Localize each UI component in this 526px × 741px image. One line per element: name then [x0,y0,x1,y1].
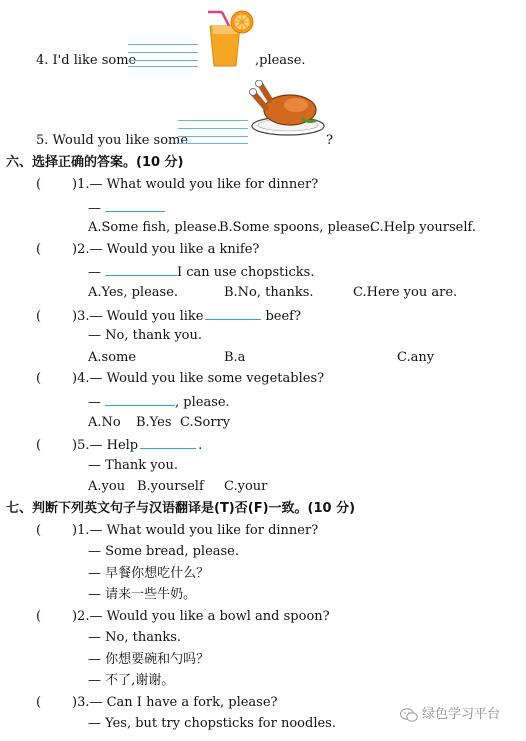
s7-question-1 [36,523,318,539]
answer-paren[interactable]: ( [36,371,42,386]
question-text-after: beef? [265,309,301,324]
reply-text: I can use chopsticks. [177,265,315,280]
s6-q5-option-b[interactable]: B.yourself [137,479,204,494]
question-text: )5.— Help [72,438,139,453]
s6-question-4 [36,371,324,387]
fill-item-5 [36,133,188,149]
answer-line[interactable] [128,66,198,67]
s7-q1-line-2: — 早餐你想吃什么？ [88,566,210,581]
s7-q3-line-1: — Yes, but try chopsticks for noodles. [88,716,336,731]
s6-q1-option-a[interactable]: A.Some fish, please. [88,220,221,235]
s6-q2-option-a[interactable]: A.Yes, please. [88,285,179,300]
s6-q3-option-c[interactable]: C.any [397,350,435,365]
section-6-title: 六、选择正确的答案。(10 分) [6,155,184,170]
answer-line[interactable] [178,143,248,144]
fill-item-5-text: 5. Would you like some [36,133,189,148]
fill-item-4 [36,53,136,69]
s6-question-1 [36,177,318,193]
s6-q3-reply: — No, thank you. [88,328,203,343]
question-text: )3.— Would you like [72,309,204,324]
s6-q5-reply: — Thank you. [88,458,178,473]
s7-q1-line-1: — Some bread, please. [88,544,240,559]
watermark [400,703,500,722]
s6-q5-option-c[interactable]: C.your [224,479,268,494]
fill-item-4-text: 4. I'd like some [36,53,137,68]
s6-q4-reply [88,393,230,411]
answer-line[interactable] [128,44,198,45]
question-text: )1.— What would you like for dinner? [72,177,319,192]
s6-q2-option-c[interactable]: C.Here you are. [353,285,458,300]
s6-question-3 [36,307,301,325]
s7-q2-line-2: — 你想要碗和勺吗？ [88,652,210,667]
roast-chicken-icon [248,80,326,138]
watermark-text: 绿色学习平台 [422,707,501,722]
s6-question-5 [36,436,202,454]
s7-question-3 [36,695,278,711]
answer-blank[interactable] [105,199,165,212]
answer-line[interactable] [178,128,248,129]
answer-paren[interactable]: ( [36,242,42,257]
dash: — [88,265,101,280]
question-text: )3.— Can I have a fork, please? [72,695,278,710]
fill-item-4-after: ,please. [255,53,306,68]
dash: — [88,201,101,216]
section-7-title: 七、判断下列英文句子与汉语翻译是(T)否(F)一致。(10 分) [6,501,356,516]
s6-q3-option-b[interactable]: B.a [224,350,246,365]
answer-blank[interactable] [105,263,177,276]
answer-paren[interactable]: ( [36,177,42,192]
wechat-icon [400,708,418,722]
answer-paren[interactable]: ( [36,438,42,453]
answer-paren[interactable]: ( [36,609,42,624]
question-text: )2.— Would you like a bowl and spoon? [72,609,330,624]
s6-q4-option-b[interactable]: B.Yes [136,415,172,430]
s6-q2-option-b[interactable]: B.No, thanks. [224,285,314,300]
question-text: )4.— Would you like some vegetables? [72,371,325,386]
answer-paren[interactable]: ( [36,695,42,710]
question-text: )1.— What would you like for dinner? [72,523,319,538]
s6-q2-reply [88,263,315,281]
dash: — [88,395,101,410]
s6-q1-option-c[interactable]: C.Help yourself. [370,220,477,235]
fill-item-5-after: ? [326,133,333,148]
answer-line[interactable] [178,120,248,121]
answer-paren[interactable]: ( [36,523,42,538]
answer-blank[interactable] [205,307,261,320]
reply-text: , please. [175,395,230,410]
answer-line[interactable] [178,136,248,137]
s6-q4-option-a[interactable]: A.No [88,415,121,430]
answer-blank[interactable] [105,393,175,406]
orange-juice-icon [200,8,256,70]
answer-blank[interactable] [140,436,196,449]
s6-q5-option-a[interactable]: A.you [88,479,126,494]
s6-q3-option-a[interactable]: A.some [88,350,137,365]
question-text-after: . [198,438,203,453]
s7-q2-line-3: — 不了,谢谢。 [88,673,175,688]
s6-q1-reply [88,199,165,217]
answer-line[interactable] [128,52,198,53]
s7-q2-line-1: — No, thanks. [88,630,181,645]
answer-paren[interactable]: ( [36,309,42,324]
s6-q4-option-c[interactable]: C.Sorry [180,415,231,430]
s7-question-2 [36,609,330,625]
s7-q1-line-3: — 请来一些牛奶。 [88,587,197,602]
answer-line[interactable] [128,60,198,61]
question-text: )2.— Would you like a knife? [72,242,260,257]
s6-q1-option-b[interactable]: B.Some spoons, please. [219,220,374,235]
s6-question-2 [36,242,259,258]
